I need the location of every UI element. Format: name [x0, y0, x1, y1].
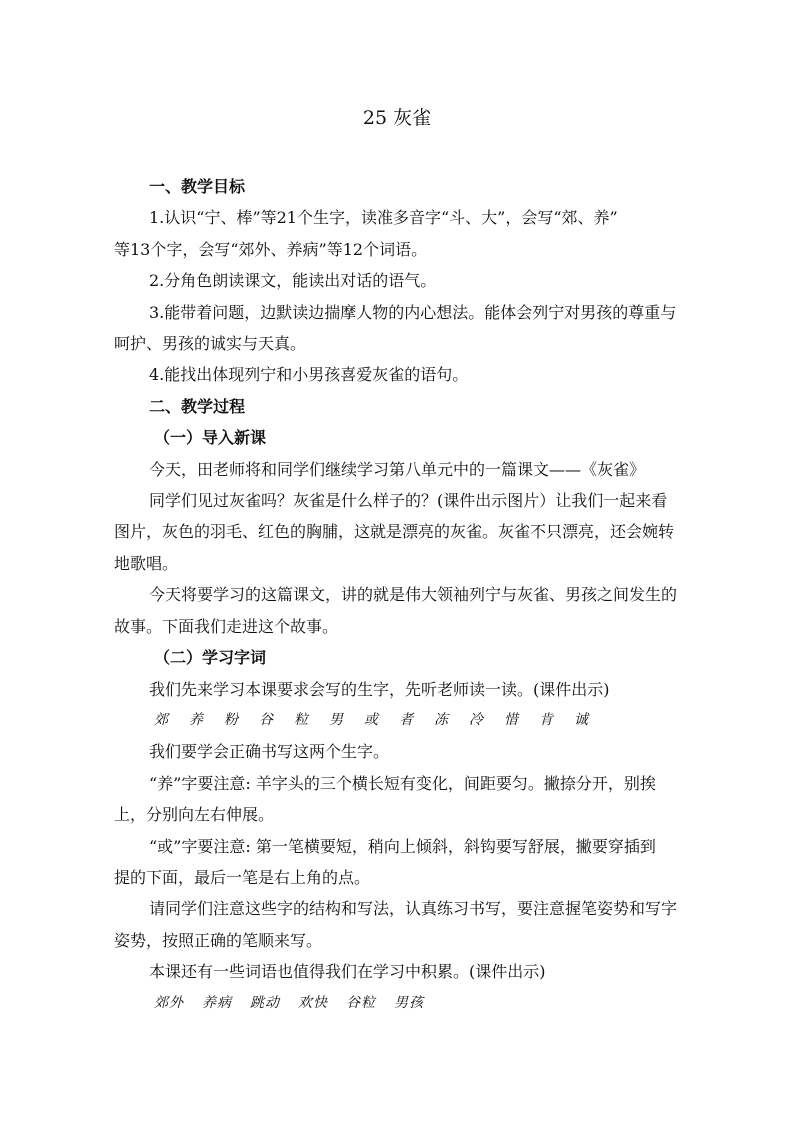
- character-item: 谷: [259, 711, 274, 728]
- character-item: 冷: [469, 711, 484, 728]
- character-item: 惜: [504, 711, 519, 728]
- paragraph-9: 本课还有一些词语也值得我们在学习中积累。(课件出示): [149, 962, 546, 982]
- section-heading-process: 二、教学过程: [149, 396, 246, 416]
- paragraph-7-line-1: “或”字要注意: 第一笔横要短，稍向上倾斜，斜钩要写舒展，撇要穿插到: [149, 836, 656, 856]
- paragraph-6-line-1: “养”字要注意: 羊字头的三个横长短有变化，间距要匀。撇捺分开，别挨: [149, 773, 656, 793]
- word-list: [114, 988, 680, 1019]
- page-title: 25 灰雀: [362, 107, 432, 129]
- paragraph-2-line-3: 地歌唱。: [114, 553, 179, 573]
- character-item: 或: [364, 711, 379, 728]
- character-item: 男: [329, 711, 344, 728]
- character-item: 肯: [539, 711, 554, 728]
- goal-3-line-2: 呵护、男孩的诚实与天真。: [114, 334, 307, 354]
- word-item: 郊外: [154, 994, 184, 1011]
- paragraph-3-line-2: 故事。下面我们走进这个故事。: [114, 616, 339, 636]
- goal-1-line-1: 1.认识“宁、棒”等21个生字，读准多音字“斗、大”，会写“郊、养”: [149, 208, 618, 228]
- subsection-heading-intro: （一）导入新课: [154, 428, 267, 448]
- character-item: 诚: [574, 711, 589, 728]
- character-item: 粒: [294, 711, 309, 728]
- goal-1-line-2: 等13个字，会写“郊外、养病”等12个词语。: [114, 239, 428, 259]
- document-body: [114, 171, 680, 1019]
- paragraph-8-line-2: 姿势，按照正确的笔顺来写。: [114, 930, 323, 950]
- word-item: 养病: [202, 994, 232, 1011]
- word-item: 跳动: [250, 994, 280, 1011]
- character-item: 养: [189, 711, 204, 728]
- goal-4: 4.能找出体现列宁和小男孩喜爱灰雀的语句。: [149, 365, 469, 385]
- paragraph-7-line-2: 提的下面，最后一笔是右上角的点。: [114, 867, 371, 887]
- character-item: 粉: [224, 711, 239, 728]
- character-item: 冻: [434, 711, 449, 728]
- paragraph-4: 我们先来学习本课要求会写的生字，先听老师读一读。(课件出示): [149, 679, 610, 699]
- paragraph-1: 今天，田老师将和同学们继续学习第八单元中的一篇课文——《灰雀》: [149, 459, 646, 479]
- paragraph-6-line-2: 上，分别向左右伸展。: [114, 805, 275, 825]
- section-heading-objectives: 一、教学目标: [149, 177, 246, 196]
- paragraph-2-line-1: 同学们见过灰雀吗？灰雀是什么样子的？(课件出示图片）让我们一起来看: [149, 491, 668, 511]
- paragraph-5: 我们要学会正确书写这两个生字。: [149, 742, 390, 762]
- word-item: 男孩: [394, 994, 424, 1011]
- word-item: 谷粒: [346, 994, 376, 1011]
- goal-3-line-1: 3.能带着问题，边默读边揣摩人物的内心想法。能体会列宁对男孩的尊重与: [149, 302, 677, 322]
- paragraph-3-line-1: 今天将要学习的这篇课文，讲的就是伟大领袖列宁与灰雀、男孩之间发生的: [149, 585, 678, 605]
- character-item: 郊: [154, 711, 169, 728]
- subsection-heading-vocabulary: （二）学习字词: [154, 648, 267, 668]
- paragraph-8-line-1: 请同学们注意这些字的结构和写法，认真练习书写，要注意握笔姿势和写字: [149, 899, 678, 919]
- paragraph-2-line-2: 图片，灰色的羽毛、红色的胸脯，这就是漂亮的灰雀。灰雀不只漂亮，还会婉转: [114, 522, 675, 542]
- goal-2: 2.分角色朗读课文，能读出对话的语气。: [149, 271, 437, 291]
- character-list: [114, 705, 680, 736]
- character-item: 者: [399, 711, 414, 728]
- word-item: 欢快: [298, 994, 328, 1011]
